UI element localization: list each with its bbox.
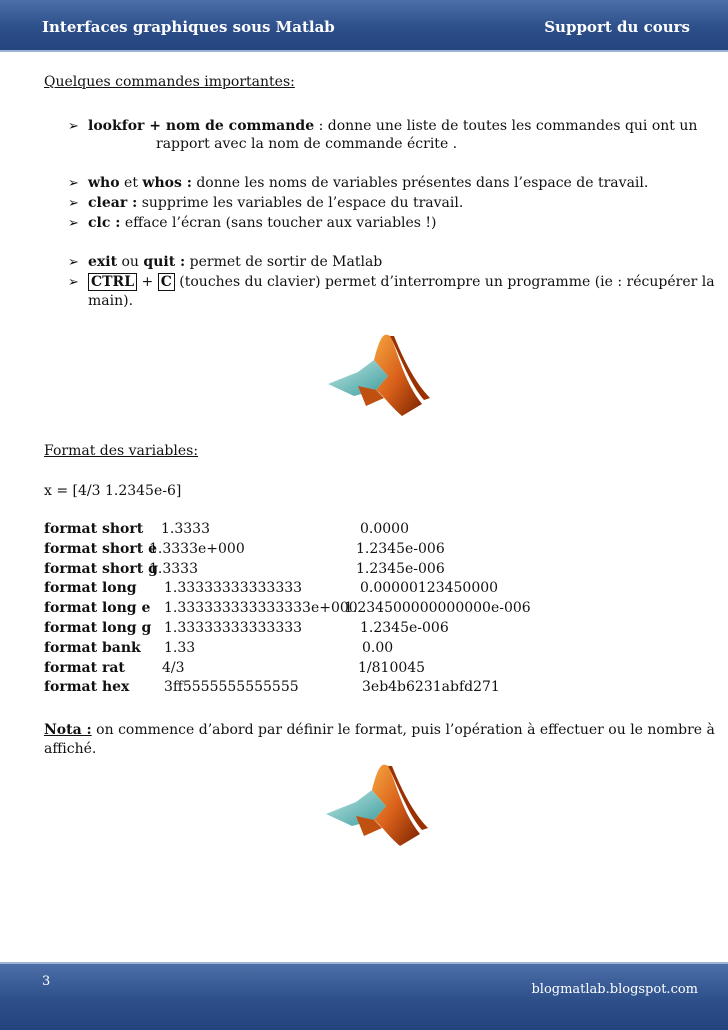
format-value-x2: 3eb4b6231abfd271: [362, 679, 500, 696]
arrow-bullet-icon: ➢: [68, 119, 79, 134]
clc-desc: efface l’écran (sans toucher aux variables !): [120, 215, 437, 231]
matlab-membrane-logo: [316, 756, 440, 852]
exit-sep: ou: [117, 254, 144, 270]
arrow-bullet-icon: ➢: [68, 275, 79, 290]
arrow-bullet-icon: ➢: [68, 176, 79, 191]
arrow-bullet-icon: ➢: [68, 196, 79, 211]
who-sep: et: [119, 175, 143, 191]
command-clear: clear :: [88, 195, 138, 211]
command-quit: quit :: [143, 254, 186, 270]
format-value-x1: 1.333333333333333e+000: [164, 600, 358, 617]
format-name: format hex: [44, 679, 130, 696]
format-value-x2: 0.00: [362, 639, 394, 656]
matlab-membrane-logo: [318, 326, 442, 422]
ctrl-desc-cont: main).: [88, 293, 134, 309]
page-footer: [0, 962, 728, 1030]
format-name: format short g: [44, 560, 158, 577]
footer-site: blogmatlab.blogspot.com: [531, 982, 698, 997]
format-value-x2: 1/810045: [358, 659, 426, 676]
lookfor-desc: : donne une liste de toutes les commandes qui ont un: [314, 118, 698, 134]
key-plus: +: [137, 274, 158, 290]
clear-desc: supprime les variables de l’espace du travail.: [137, 195, 464, 211]
format-value-x1: 1.33: [164, 639, 196, 656]
format-name: format bank: [44, 639, 141, 656]
ctrl-desc: (touches du clavier) permet d’interrompre un programme (ie : récupérer la: [174, 274, 715, 290]
format-value-x1: 1.33333333333333: [164, 620, 303, 636]
page-number: 3: [42, 974, 51, 989]
page-header: [0, 0, 728, 52]
format-name: format long e: [44, 600, 151, 617]
lookfor-desc-cont: rapport avec la nom de commande écrite .: [156, 136, 458, 152]
format-value-x2: 1.2345e-006: [360, 620, 449, 636]
header-subtitle: Support du cours: [544, 18, 690, 36]
command-whos: whos :: [142, 175, 192, 191]
format-name: format short: [44, 521, 144, 537]
exit-desc: permet de sortir de Matlab: [185, 254, 383, 270]
format-value-x1: 1.3333e+000: [149, 540, 245, 557]
who-desc: donne les noms de variables présentes dans l’espace de travail.: [191, 175, 649, 191]
format-name: format short e: [44, 540, 157, 557]
format-value-x2: 0.00000123450000: [360, 580, 499, 597]
nota-text-cont: affiché.: [44, 741, 97, 757]
key-c: C: [158, 273, 175, 291]
section-title-format: Format des variables:: [44, 443, 199, 459]
command-lookfor: lookfor + nom de commande: [88, 118, 315, 134]
format-value-x1: 3ff5555555555555: [164, 679, 299, 696]
header-title: Interfaces graphiques sous Matlab: [42, 18, 335, 36]
format-value-x2: 0.0000: [360, 521, 409, 537]
arrow-bullet-icon: ➢: [68, 216, 79, 231]
format-name: format rat: [44, 659, 125, 676]
format-value-x2: 1.234500000000000e-006: [344, 600, 531, 617]
nota-text: on commence d’abord par définir le format, puis l’opération à effectuer ou le nombre à: [91, 722, 715, 738]
format-value-x1: 4/3: [162, 659, 185, 676]
arrow-bullet-icon: ➢: [68, 255, 79, 270]
command-exit: exit: [88, 254, 118, 270]
format-name: format long g: [44, 620, 152, 636]
format-value-x1: 1.3333: [161, 521, 210, 537]
x-definition: x = [4/3 1.2345e-6]: [44, 483, 182, 499]
format-name: format long: [44, 580, 137, 597]
key-ctrl: CTRL: [88, 273, 137, 291]
format-value-x1: 1.33333333333333: [164, 580, 303, 597]
format-value-x2: 1.2345e-006: [356, 540, 445, 557]
command-clc: clc :: [88, 215, 121, 231]
command-who: who: [88, 175, 120, 191]
format-value-x2: 1.2345e-006: [356, 560, 445, 577]
section-title-commands: Quelques commandes importantes:: [44, 74, 295, 90]
format-value-x1: 1.3333: [149, 560, 198, 577]
nota-line: [44, 722, 715, 738]
nota-label: Nota :: [44, 722, 92, 738]
